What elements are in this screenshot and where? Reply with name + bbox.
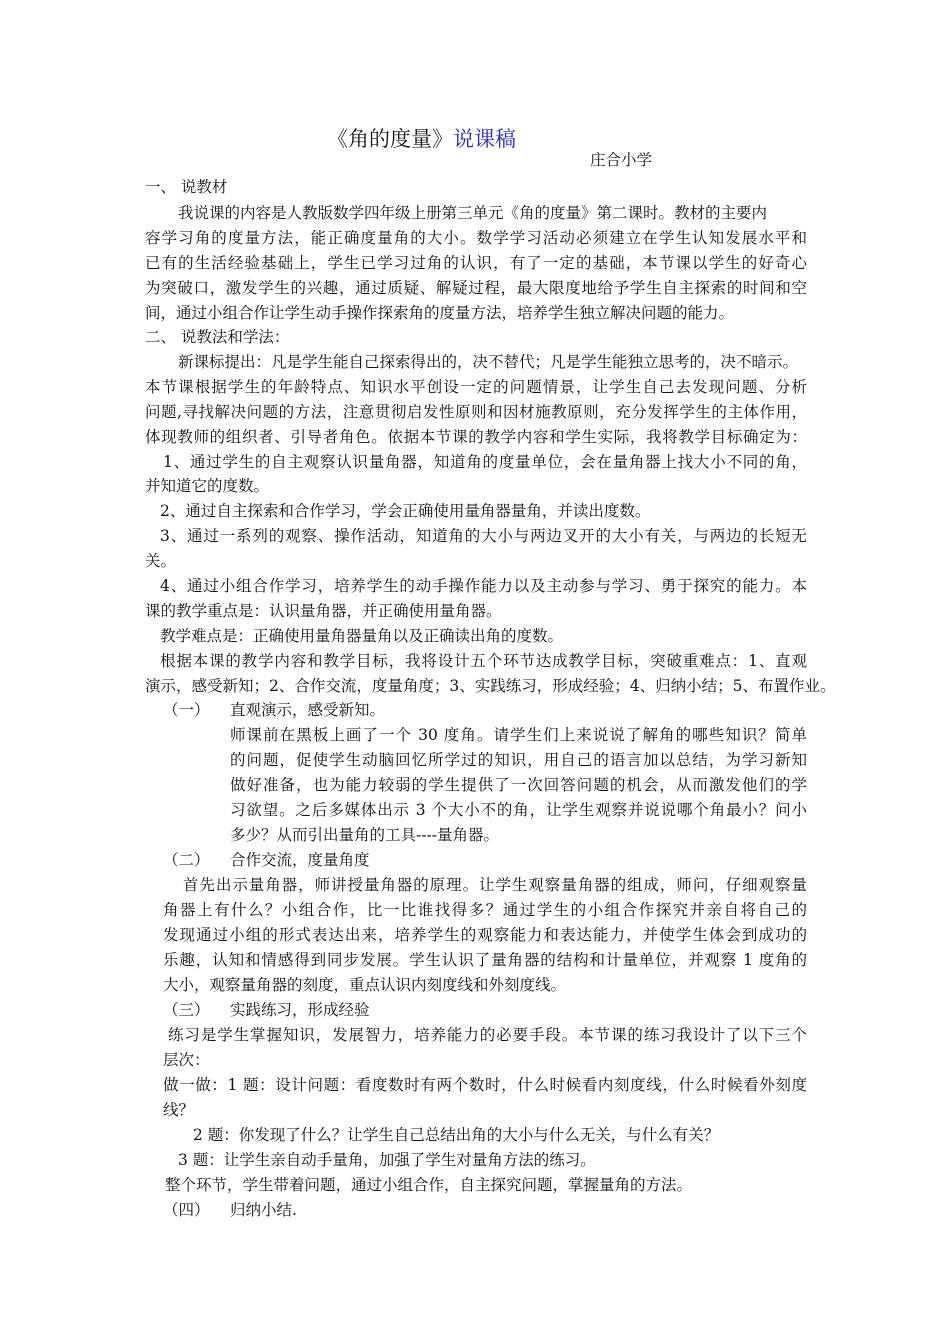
part-label-4: （四） bbox=[163, 1201, 210, 1219]
paragraph-line: 师课前在黑板上画了一个 30 度角。请学生们上来说说了解角的哪些知识？简单 bbox=[230, 726, 807, 744]
part-label-1: （一） bbox=[163, 701, 210, 719]
paragraph-line: 多少？从而引出量角的工具----量角器。 bbox=[230, 826, 499, 844]
paragraph-line: 整个环节，学生带着问题，通过小组合作，自主探究问题，掌握量角的方法。 bbox=[165, 1176, 693, 1194]
part-label-3: （三） bbox=[163, 1001, 210, 1019]
paragraph-line: 本节课根据学生的年龄特点、知识水平创设一定的问题情景，让学生自己去发现问题、分析 bbox=[145, 378, 807, 396]
goal-line: 2、通过自主探索和合作学习，学会正确使用量角器量角，并读出度数。 bbox=[160, 502, 651, 520]
goal-line: 关。 bbox=[145, 552, 177, 570]
paragraph-line: 角器上有什么？小组合作，比一比谁找得多？通过学生的小组合作探究并亲自将自己的 bbox=[163, 901, 807, 919]
paragraph-line: 我说课的内容是人教版数学四年级上册第三单元《角的度量》第二课时。教材的主要内 bbox=[178, 204, 768, 222]
paragraph-line: 做好准备，也为能力较弱的学生提供了一次回答问题的机会，从而激发他们的学 bbox=[230, 776, 807, 794]
goal-line: 1、通过学生的自主观察认识量角器，知道角的度量单位，会在量角器上找大小不同的角， bbox=[163, 453, 807, 471]
section-heading-1: 一、 说教材 bbox=[145, 178, 228, 196]
paragraph-line: 体现教师的组织者、引导者角色。依据本节课的教学内容和学生实际，我将教学目标确定为： bbox=[145, 428, 807, 446]
paragraph-line: 大小，观察量角器的刻度，重点认识内刻度线和外刻度线。 bbox=[163, 976, 567, 994]
paragraph-line: 的问题，促使学生动脑回忆所学过的知识，用自己的语言加以总结，为学习新知 bbox=[230, 751, 807, 769]
paragraph-line: 3 题：让学生亲自动手量角，加强了学生对量角方法的练习。 bbox=[178, 1151, 596, 1169]
paragraph-line: 问题,寻找解决问题的方法，注意贯彻启发性原则和因材施教原则，充分发挥学生的主体作用， bbox=[145, 403, 807, 421]
doc-title bbox=[327, 126, 516, 152]
title-main: 《角的度量》 bbox=[327, 127, 453, 151]
school-name: 庄合小学 bbox=[590, 151, 653, 169]
part-label-2: （二） bbox=[163, 851, 210, 869]
paragraph-line: 已有的生活经验基础上，学生已学习过角的认识，有了一定的基础，本节课以学生的好奇心 bbox=[145, 254, 807, 272]
paragraph-line: 首先出示量角器，师讲授量角器的原理。让学生观察量角器的组成，师问，仔细观察量 bbox=[183, 876, 807, 894]
goal-line: 教学难点是：正确使用量角器量角以及正确读出角的度数。 bbox=[160, 627, 564, 645]
section-heading-2: 二、 说教法和学法： bbox=[145, 328, 290, 346]
paragraph-line: 线？ bbox=[163, 1101, 195, 1119]
paragraph-line: 层次： bbox=[163, 1051, 210, 1069]
goal-line: 4、通过小组合作学习，培养学生的动手操作能力以及主动参与学习、勇于探究的能力。本 bbox=[160, 577, 807, 595]
part-title-3: 实践练习，形成经验 bbox=[230, 1001, 370, 1019]
paragraph-line: 容学习角的度量方法，能正确度量角的大小。数学学习活动必须建立在学生认知发展水平和 bbox=[145, 229, 807, 247]
part-title-1: 直观演示，感受新知。 bbox=[230, 701, 386, 719]
paragraph-line: 发现通过小组的形式表达出来，培养学生的观察能力和表达能力，并使学生体会到成功的 bbox=[163, 926, 807, 944]
paragraph-line: 为突破口，激发学生的兴趣，通过质疑、解疑过程，最大限度地给予学生自主探索的时间和空 bbox=[145, 279, 807, 297]
paragraph-line: 2 题：你发现了什么？让学生自己总结出角的大小与什么无关，与什么有关？ bbox=[193, 1126, 720, 1144]
goal-line: 并知道它的度数。 bbox=[145, 477, 270, 495]
goal-line: 课的教学重点是：认识量角器，并正确使用量角器。 bbox=[145, 602, 502, 620]
part-title-4: 归纳小结. bbox=[230, 1201, 297, 1219]
part-title-2: 合作交流，度量角度 bbox=[230, 851, 370, 869]
paragraph-line: 乐趣，认知和情感得到同步发展。学生认识了量角器的结构和计量单位，并观察 1 度角的 bbox=[163, 951, 807, 969]
paragraph-line: 练习是学生掌握知识，发展智力，培养能力的必要手段。本节课的练习我设计了以下三个 bbox=[168, 1026, 807, 1044]
paragraph-line: 间，通过小组合作让学生动手操作探索角的度量方法，培养学生独立解决问题的能力。 bbox=[145, 304, 735, 322]
paragraph-line: 做一做：1 题：设计问题：看度数时有两个数时，什么时候看内刻度线，什么时候看外刻度 bbox=[163, 1076, 807, 1094]
title-accent: 说课稿 bbox=[453, 127, 516, 151]
goal-line: 3、通过一系列的观察、操作活动，知道角的大小与两边叉开的大小有关，与两边的长短无 bbox=[160, 527, 807, 545]
goal-line: 演示，感受新知；2、合作交流，度量角度；3、实践练习，形成经验；4、归纳小结；5、布置作业。 bbox=[145, 677, 836, 695]
goal-line: 根据本课的教学内容和教学目标，我将设计五个环节达成教学目标，突破重难点：1、直观 bbox=[160, 652, 807, 670]
paragraph-line: 习欲望。之后多媒体出示 3 个大小不的角，让学生观察并说说哪个角最小？问小 bbox=[230, 801, 807, 819]
paragraph-line: 新课标提出：凡是学生能自己探索得出的，决不替代；凡是学生能独立思考的，决不暗示。 bbox=[178, 353, 799, 371]
